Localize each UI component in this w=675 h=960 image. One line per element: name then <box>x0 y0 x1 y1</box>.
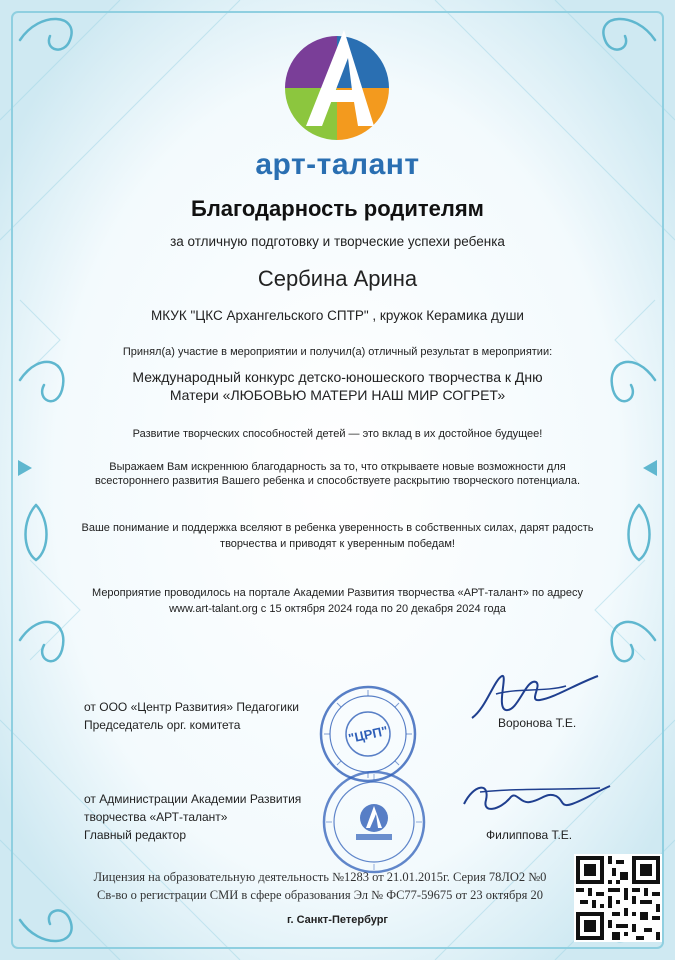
signer-filippova: Филиппова Т.Е. <box>486 828 573 842</box>
sign2-line1: от Администрации Академии Развития <box>84 792 302 806</box>
signer-voronova: Воронова Т.Е. <box>498 716 577 730</box>
paragraph-development: Развитие творческих способностей детей — это вклад в их достойное будущее! <box>132 428 543 440</box>
recipient-name: Сербина Арина <box>257 266 418 291</box>
stamp-center-text: "ЦРП" <box>347 723 390 746</box>
signature-block-2 <box>84 790 301 844</box>
license-info <box>40 868 600 904</box>
sign2-line3: Главный редактор <box>84 828 187 842</box>
license-line: Лицензия на образовательную деятельность №1283 от 21.01.2015г. Серия 78ЛО2 №0 <box>93 870 547 884</box>
contest-name: Международный конкурс детско-юношеского творчества к Дню Матери «ЛЮБОВЬЮ МАТЕРИ НАШ МИР СОГРЕТ» <box>132 369 543 403</box>
academy-stamp-icon <box>320 768 428 876</box>
registration-line: Св-во о регистрации СМИ в сфере образования Эл № ФС77-59675 от 23 октября 20 <box>97 888 543 902</box>
brand-name: арт-талант <box>255 148 420 181</box>
paragraph-support: Ваше понимание и поддержка вселяют в ребенка уверенность в собственных силах, дарят радость творчества и приводят к уверенным победам! <box>81 522 594 550</box>
signature-block-1 <box>84 698 299 734</box>
certificate-subtitle: за отличную подготовку и творческие успехи ребенка <box>170 234 505 249</box>
organization: МКУК "ЦКС Архангельского СПТР" , кружок Керамика души <box>151 308 524 323</box>
city: г. Санкт-Петербург <box>286 914 388 926</box>
event-info: Мероприятие проводилось на портале Академии Развития творчества «АРТ-талант» по адресу www.art-talant.org с 15 октября 2024 года по 20 декабря 2024 года <box>92 587 583 615</box>
sign1-line1: от ООО «Центр Развития» Педагогики <box>84 700 299 714</box>
signature-filippova-icon <box>460 774 620 824</box>
qr-code-icon <box>574 854 662 942</box>
art-talant-logo-icon <box>282 28 392 148</box>
sign2-line2: творчества «АРТ-талант» <box>84 810 228 824</box>
sign1-line2: Председатель орг. комитета <box>84 718 241 732</box>
accepted-text: Принял(а) участие в мероприятии и получил(а) отличный результат в мероприятии: <box>122 346 553 358</box>
paragraph-gratitude: Выражаем Вам искреннюю благодарность за то, что открываете новые возможности для всестороннего развития Вашего ребенка и способствуете раскрытию творческого потенциала. <box>94 461 580 487</box>
certificate-title: Благодарность родителям <box>191 196 484 221</box>
